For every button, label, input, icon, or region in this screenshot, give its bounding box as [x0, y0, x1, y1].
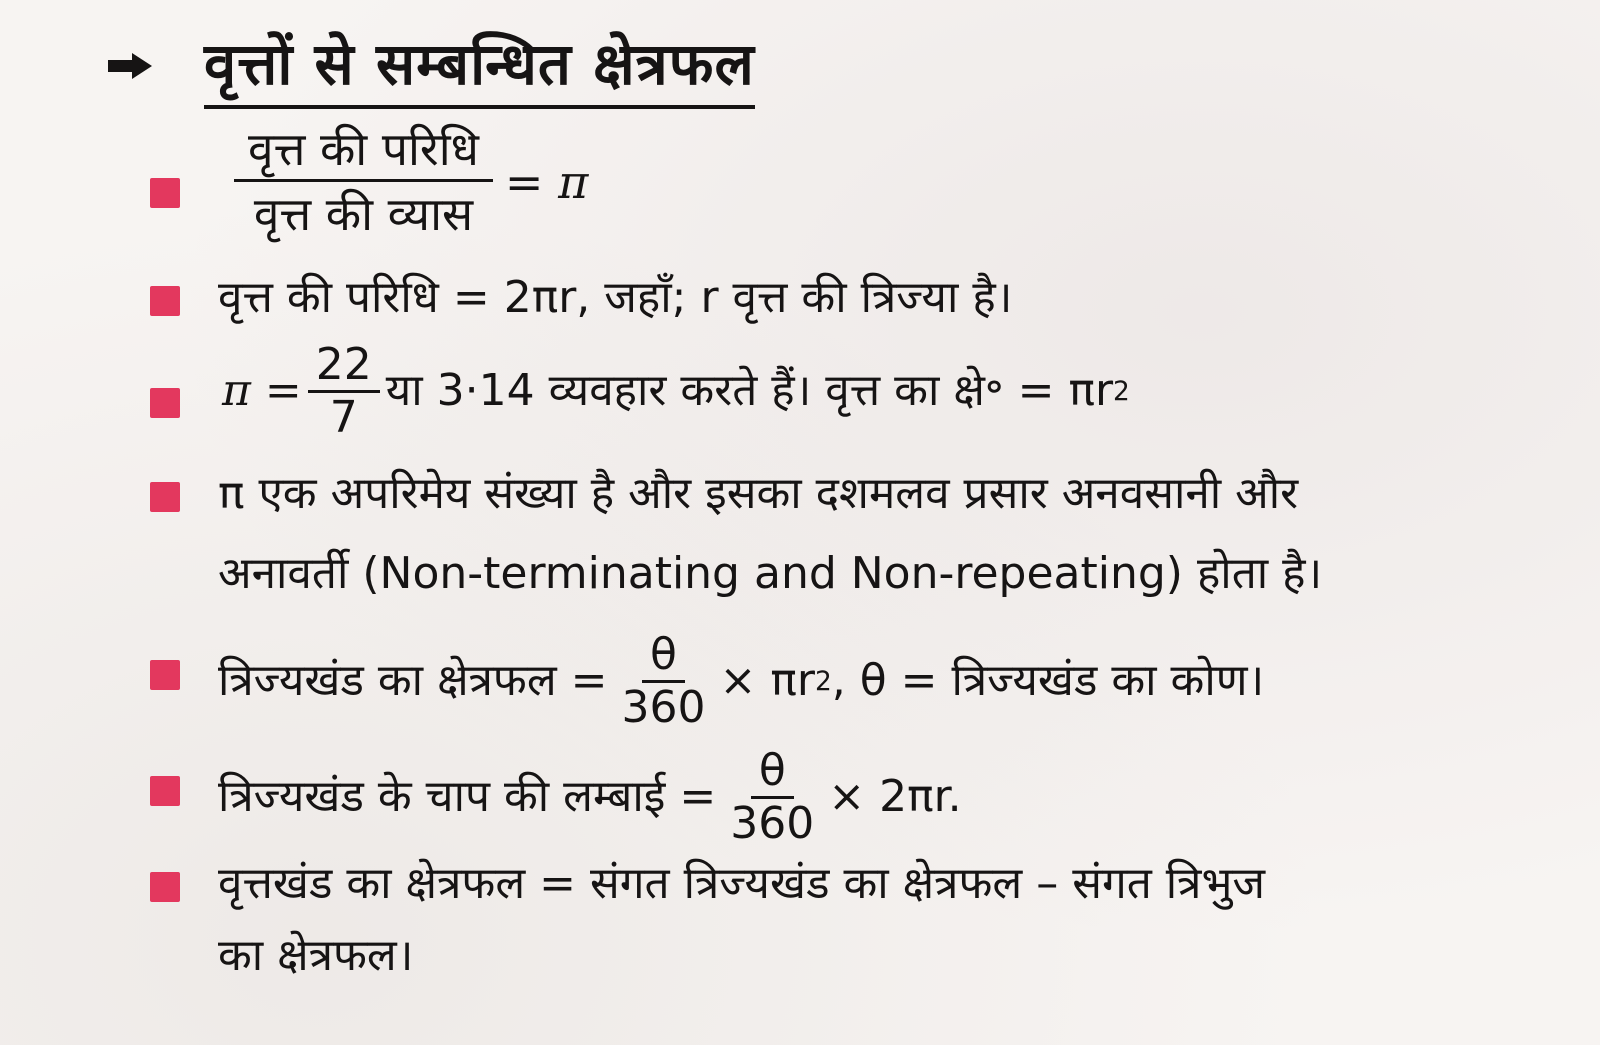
- segment-area-line-1: वृत्तखंड का क्षेत्रफल = संगत त्रिज्यखंड का क्षेत्रफल – संगत त्रिभुज: [218, 858, 1266, 909]
- fraction: [722, 745, 822, 850]
- bullet-icon: [150, 660, 180, 690]
- bullet-icon: [150, 286, 180, 316]
- arc-length-label: त्रिज्यखंड के चाप की लम्बाई =: [218, 771, 717, 823]
- fraction-denominator: 360: [621, 682, 706, 734]
- pi-value-line: [222, 339, 1130, 444]
- pi-irrational-line-1: π एक अपरिमेय संख्या है और इसका दशमलव प्रसार अनवसानी और: [218, 468, 1299, 519]
- fraction-numerator: वृत्त की परिधि: [234, 125, 493, 182]
- fraction-numerator: θ: [751, 748, 794, 799]
- bullet-icon: [150, 872, 180, 902]
- fraction-denominator: वृत्त की व्यास: [253, 187, 474, 242]
- theta-definition: , θ = त्रिज्यखंड का कोण।: [831, 655, 1265, 707]
- arrow-right-icon: [108, 51, 152, 81]
- times-two-pi-r: × 2πr.: [828, 771, 962, 823]
- superscript: 2: [814, 665, 832, 697]
- fraction: [308, 339, 380, 444]
- circumference-formula: वृत्त की परिधि = 2πr, जहाँ; r वृत्त की त्रिज्या है।: [218, 272, 1013, 323]
- bullet-icon: [150, 776, 180, 806]
- equals-pi: = π: [504, 154, 589, 209]
- times-pi-r: × πr: [719, 655, 815, 707]
- pi-irrational-line-2: अनावर्ती (Non-terminating and Non-repeating) होता है।: [218, 548, 1323, 599]
- section-heading: [108, 22, 755, 109]
- sector-area-label: त्रिज्यखंड का क्षेत्रफल =: [218, 655, 608, 707]
- arc-length-formula: [218, 745, 962, 850]
- pi-equals: π =: [222, 365, 302, 417]
- fraction-denominator: 7: [329, 392, 358, 444]
- bullet-icon: [150, 178, 180, 208]
- sector-area-formula: [218, 629, 1265, 734]
- fraction-numerator: θ: [642, 632, 685, 683]
- superscript: 2: [1113, 375, 1130, 407]
- fraction-numerator: 22: [308, 342, 380, 393]
- pi-definition-formula: [228, 122, 589, 242]
- fraction: [614, 629, 714, 734]
- bullet-icon: [150, 482, 180, 512]
- fraction-denominator: 360: [730, 798, 815, 850]
- bullet-icon: [150, 388, 180, 418]
- area-text: या 3·14 व्यवहार करते हैं। वृत्त का क्षे॰ = πr: [385, 365, 1114, 417]
- section-title: वृत्तों से सम्बन्धित क्षेत्रफल: [204, 22, 755, 109]
- segment-area-line-2: का क्षेत्रफल।: [218, 930, 414, 981]
- fraction: [234, 122, 493, 242]
